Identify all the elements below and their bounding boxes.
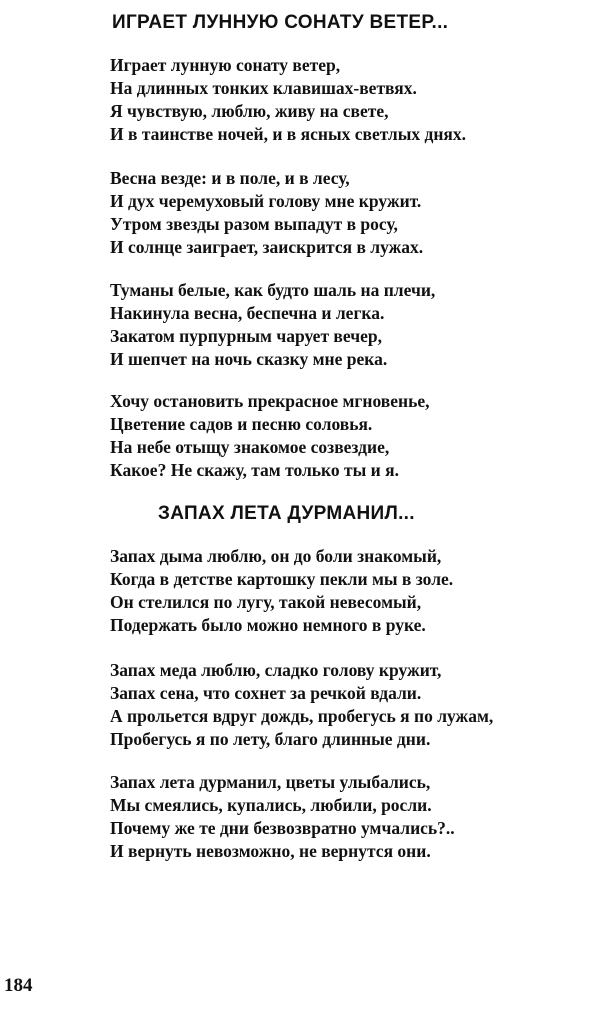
verse-line: Запах дыма люблю, он до боли знакомый, bbox=[110, 546, 442, 566]
stanza bbox=[110, 279, 435, 371]
verse-line: Запах меда люблю, сладко голову кружит, bbox=[110, 660, 442, 680]
page-number: 184 bbox=[4, 975, 33, 996]
verse-line: Мы смеялись, купались, любили, росли. bbox=[110, 795, 432, 815]
poem-title: ЗАПАХ ЛЕТА ДУРМАНИЛ... bbox=[158, 503, 415, 524]
verse-line: Накинула весна, беспечна и легка. bbox=[110, 303, 385, 323]
verse-line: На длинных тонких клавишах-ветвях. bbox=[110, 78, 417, 98]
verse-line: Туманы белые, как будто шаль на плечи, bbox=[110, 280, 436, 300]
stanza bbox=[110, 167, 423, 259]
stanza bbox=[110, 390, 429, 482]
verse-line: Цветение садов и песню соловья. bbox=[110, 414, 373, 434]
stanza bbox=[110, 545, 453, 637]
stanza bbox=[110, 659, 493, 751]
verse-line: И шепчет на ночь сказку мне река. bbox=[110, 349, 388, 369]
verse-line: Утром звезды разом выпадут в росу, bbox=[110, 214, 398, 234]
verse-line: Он стелился по лугу, такой невесомый, bbox=[110, 592, 422, 612]
verse-line: И вернуть невозможно, не вернутся они. bbox=[110, 841, 431, 861]
verse-line: Запах лета дурманил, цветы улыбались, bbox=[110, 772, 431, 792]
verse-line: Закатом пурпурным чарует вечер, bbox=[110, 326, 382, 346]
verse-line: Когда в детстве картошку пекли мы в золе. bbox=[110, 569, 454, 589]
verse-line: А прольется вдруг дождь, пробегусь я по лужам, bbox=[110, 706, 494, 726]
verse-line: Весна везде: и в поле, и в лесу, bbox=[110, 168, 350, 188]
verse-line: Какое? Не скажу, там только ты и я. bbox=[110, 460, 399, 480]
verse-line: Пробегусь я по лету, благо длинные дни. bbox=[110, 729, 431, 749]
verse-line: И солнце заиграет, заискрится в лужах. bbox=[110, 237, 424, 257]
verse-line: И в таинстве ночей, и в ясных светлых днях. bbox=[110, 124, 467, 144]
stanza bbox=[110, 771, 455, 863]
verse-line: Почему же те дни безвозвратно умчались?.. bbox=[110, 818, 455, 838]
stanza bbox=[110, 54, 466, 146]
poem-title: ИГРАЕТ ЛУННУЮ СОНАТУ ВЕТЕР... bbox=[112, 12, 449, 33]
verse-line: Хочу остановить прекрасное мгновенье, bbox=[110, 391, 430, 411]
verse-line: Подержать было можно немного в руке. bbox=[110, 615, 426, 635]
verse-line: Играет лунную сонату ветер, bbox=[110, 55, 341, 75]
verse-line: Запах сена, что сохнет за речкой вдали. bbox=[110, 683, 422, 703]
verse-line: Я чувствую, люблю, живу на свете, bbox=[110, 101, 389, 121]
verse-line: На небе отыщу знакомое созвездие, bbox=[110, 437, 390, 457]
verse-line: И дух черемуховый голову мне кружит. bbox=[110, 191, 422, 211]
